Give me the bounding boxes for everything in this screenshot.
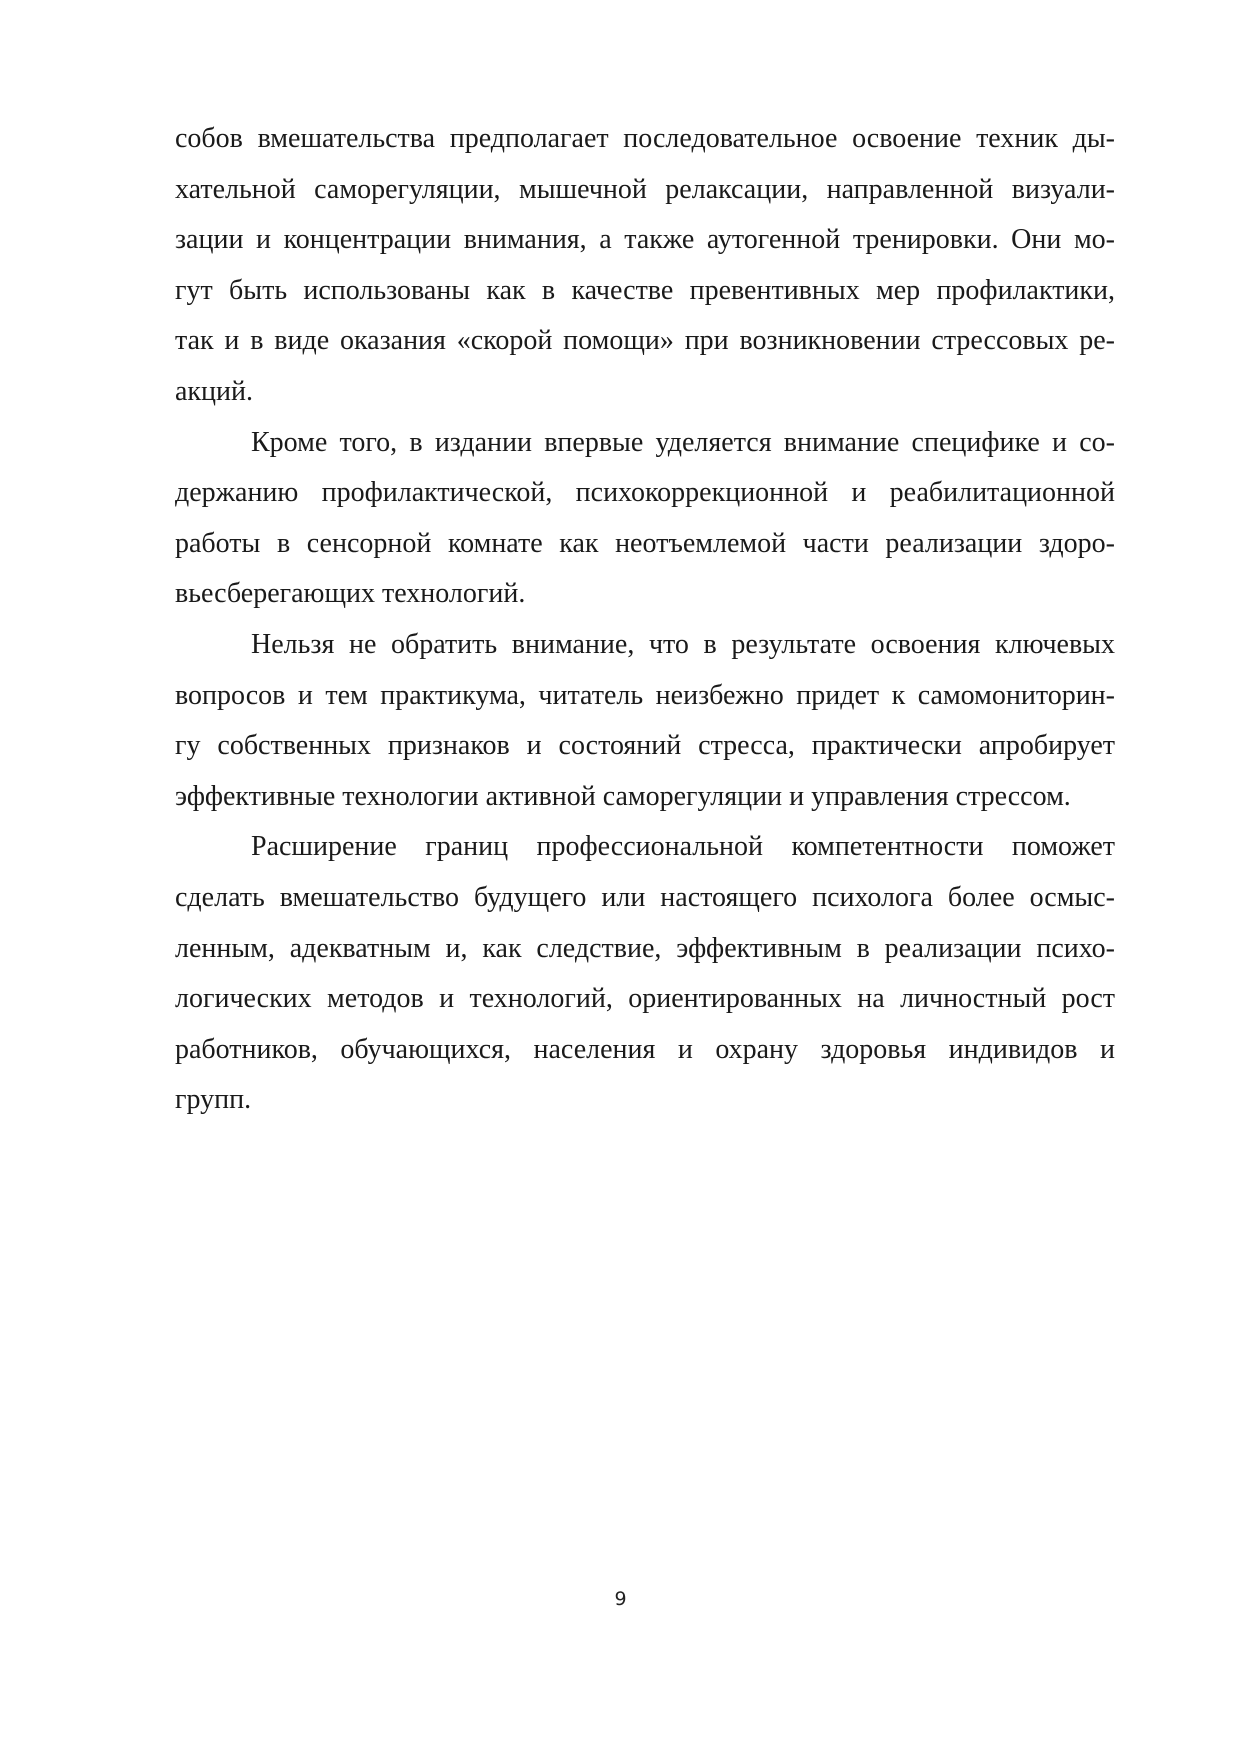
paragraph-3 — [175, 620, 1115, 822]
text-line: Расширение границ профессиональной компетентности поможет — [251, 831, 1115, 863]
text-line: групп. — [175, 1084, 252, 1116]
text-line: так и в виде оказания «скорой помощи» при возникновении стрессовых ре- — [175, 325, 1115, 357]
page-number: 9 — [614, 1588, 627, 1610]
text-line: держанию профилактической, психокоррекционной и реабилитационной — [175, 477, 1115, 509]
text-line: вопросов и тем практикума, читатель неизбежно придет к самомониторин- — [175, 679, 1115, 711]
text-line: вьесберегающих технологий. — [175, 578, 526, 610]
text-line: акций. — [175, 375, 253, 407]
text-line: сделать вмешательство будущего или настоящего психолога более осмыс- — [175, 881, 1115, 913]
text-line: логических методов и технологий, ориентированных на личностный рост — [175, 983, 1115, 1015]
text-line: ленным, адекватным и, как следствие, эффективным в реализации психо- — [175, 932, 1115, 964]
document-body — [175, 114, 1115, 1126]
paragraph-1 — [175, 114, 1115, 418]
text-line: работников, обучающихся, населения и охрану здоровья индивидов и — [175, 1033, 1115, 1065]
paragraph-4 — [175, 822, 1115, 1126]
text-line: Нельзя не обратить внимание, что в результате освоения ключевых — [251, 628, 1115, 660]
text-line: работы в сенсорной комнате как неотъемлемой части реализации здоро- — [175, 527, 1115, 559]
paragraph-2 — [175, 418, 1115, 620]
text-line: гут быть использованы как в качестве превентивных мер профилактики, — [175, 274, 1115, 306]
text-line: хательной саморегуляции, мышечной релаксации, направленной визуали- — [175, 173, 1115, 205]
text-line: собов вмешательства предполагает последовательное освоение техник ды- — [175, 123, 1115, 154]
text-line: Кроме того, в издании впервые уделяется внимание специфике и со- — [251, 426, 1115, 458]
text-line: зации и концентрации внимания, а также аутогенной тренировки. Они мо- — [175, 224, 1115, 256]
text-line: гу собственных признаков и состояний стресса, практически апробирует — [175, 730, 1115, 762]
text-line: эффективные технологии активной саморегуляции и управления стрессом. — [175, 780, 1071, 812]
